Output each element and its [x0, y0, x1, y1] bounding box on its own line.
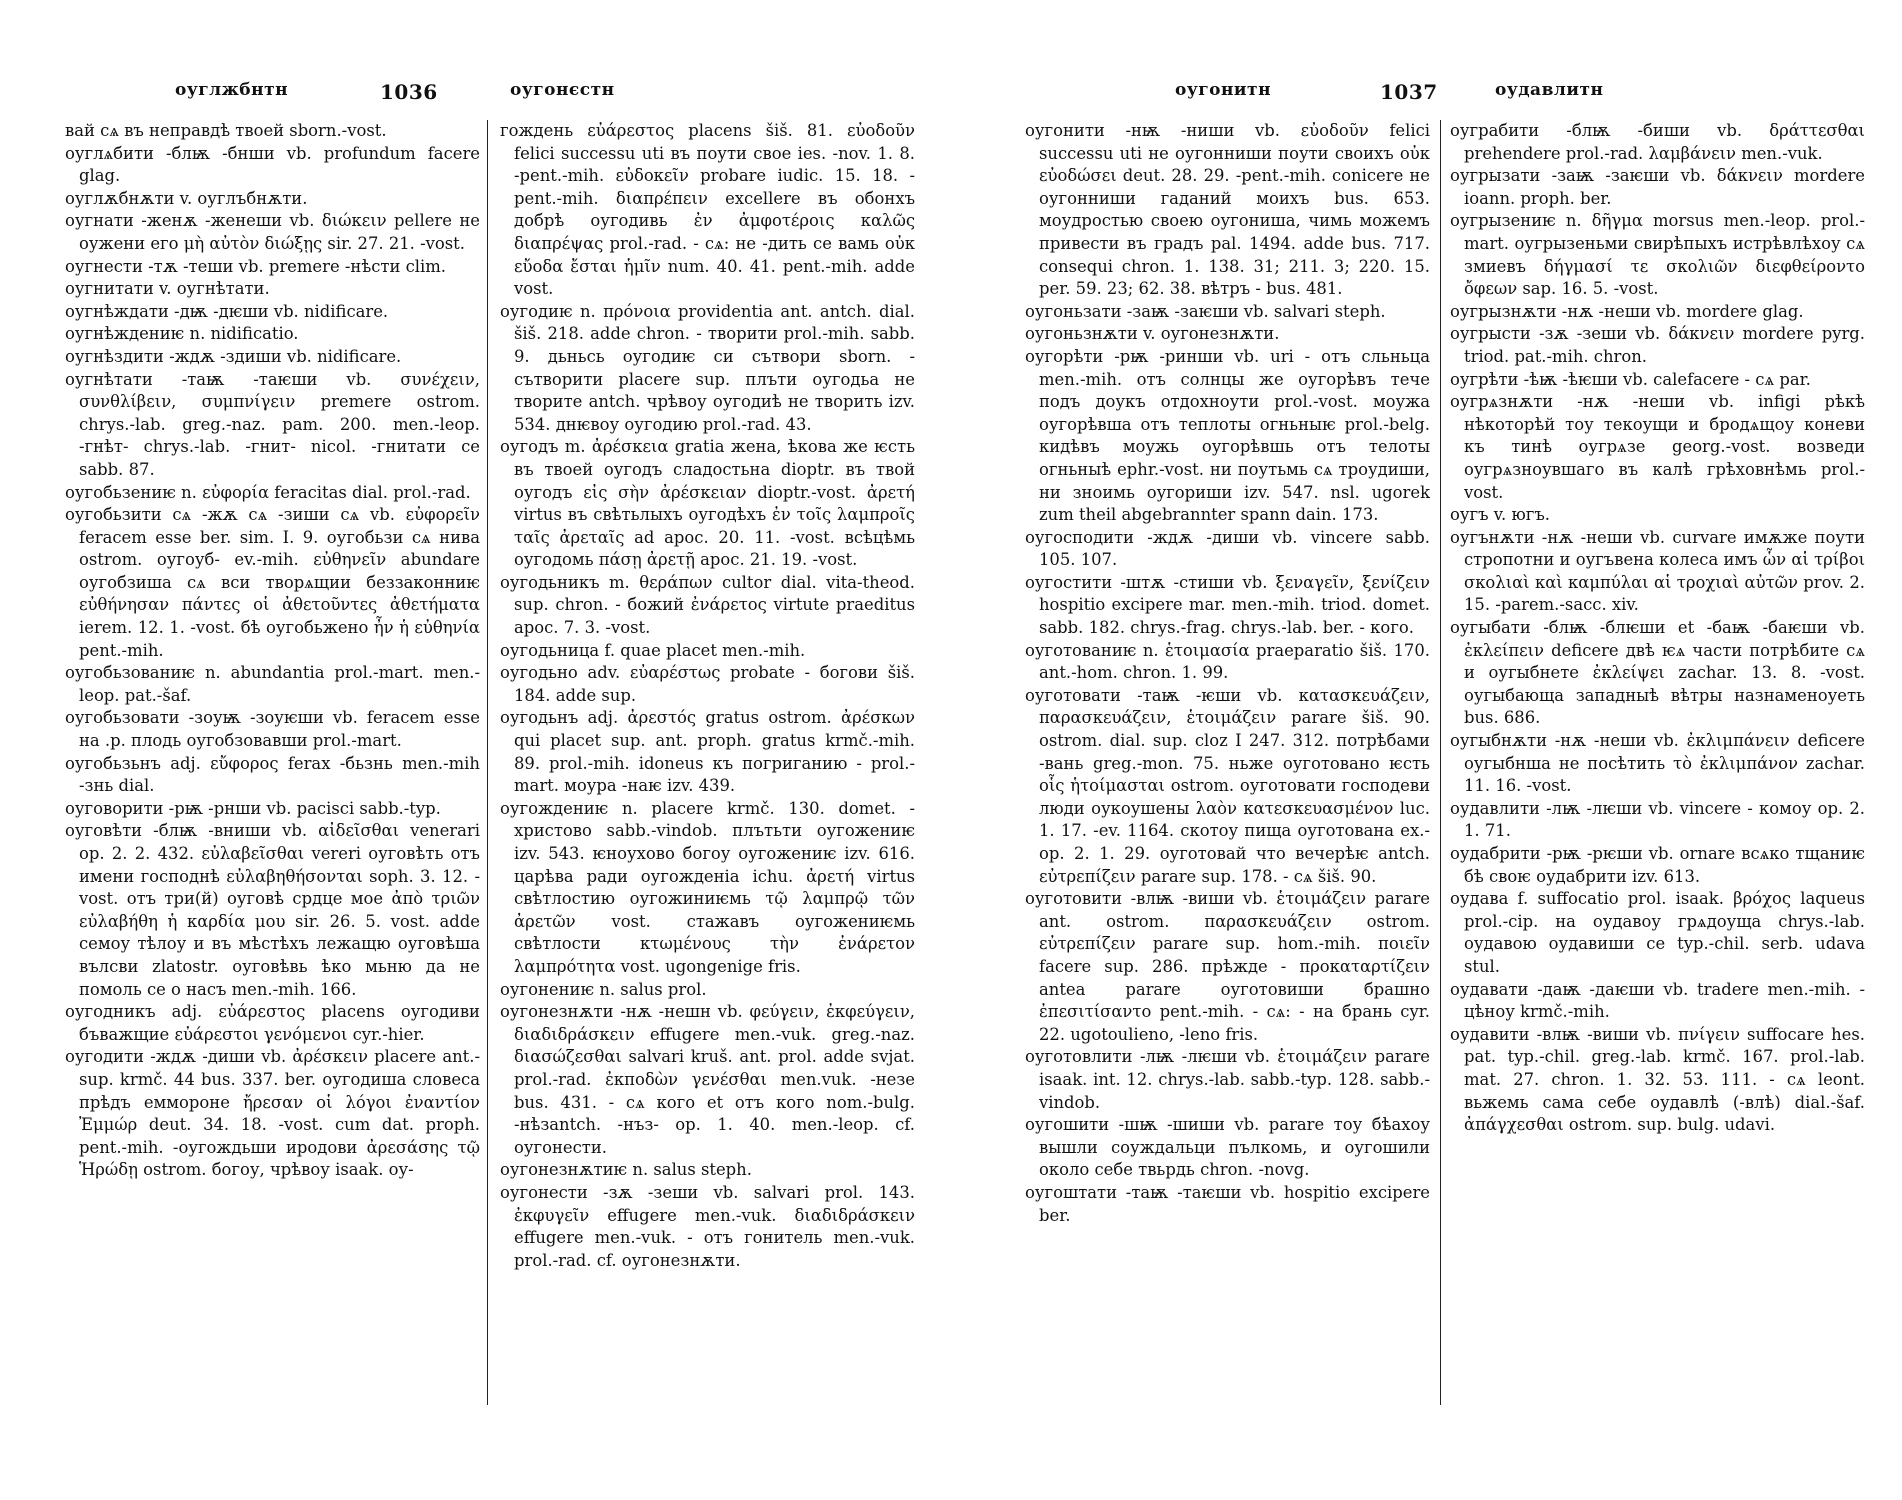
- column-left: [65, 120, 480, 1410]
- entry: оугосподити -ждѫ -диши vb. vincere sabb. 105. 107.: [1025, 527, 1430, 570]
- entry: оугонениѥ n. salus prol.: [500, 979, 707, 999]
- entry: оуготовати -таѭ -ѥши vb. κατασκευάζειν, παρασκευάζειν, ἑτοιμάζειν parare šiš. 90. ostrom. dial. sup. cloz I 247. 312. потрѣбами -вань greg.-mon. 75. ньже оуготовано ѥсть οἷς ἡτοίμασται ostrom. оуготовати господеви люди оукоушены λαὸν κατεσκευασμένον luc. 1. 17. -ev. 1164. скотоу пища оуготована ex.-op. 2. 1. 29. оуготовай что вечерѣѥ antch. εὐτρεπίζειν parare sup. 178. - сѧ šiš. 90.: [1025, 685, 1430, 886]
- entry: оугрызениѥ n. δῆγμα morsus men.-leop. prol.-mart. оугрызеньми свирѣпыхъ истрѣвлѣхоу сѧ змиевъ δήγμασί τε σκολιῶν διεφθείροντο ὄφεων sap. 16. 5. -vost.: [1450, 211, 1865, 299]
- entry: оугобьзованиѥ n. abundantia prol.-mart. men.-leop. pat.-šaf.: [65, 663, 480, 705]
- column-right: [1450, 120, 1865, 1410]
- header-left-catchword: оугонитн: [1175, 80, 1272, 100]
- entry: оугрызнѫти -нѫ -неши vb. mordere glag.: [1450, 301, 1804, 321]
- entry: оугошити -шѭ -шиши vb. parare тоу бѣахоу вышли соуждальци пълкомь, и оугошили около себе твьрдь chron. -novg.: [1025, 1115, 1430, 1180]
- entry: оугоштати -таѭ -таѥши vb. hospitio excipere ber.: [1025, 1182, 1430, 1225]
- entry: оугодъ m. ἀρέσκεια gratia жена, ѣкова же ѥсть въ твоей оугодъ сладостьна dioptr. въ твой оугодъ εἰς σὴν ἀρέσκειαν dioptr.-vost. ἀρετή virtus въ свѣтьлыхъ оугодѣхъ ἐν τοῖς λαμπροῖς ταῖς ἀρεταῖς ad apoc. 20. 11. -vost. всѣцѣмь оугодомь πάσῃ ἀρετῇ apoc. 21. 19. -vost.: [500, 437, 915, 570]
- column-divider: [487, 120, 488, 1405]
- entry: оуготовити -влѭ -виши vb. ἑτοιμάζειν parare ant. ostrom. παρασκευάζειν ostrom. εὐτρεπίζειν parare sup. hom.-mih. ποιεῖν facere sup. 286. прѣжде - προκαταρτίζειν antea parare оуготовиши брашно ἐπεσιτίσαντο pent.-mih. - сѧ: - на брань cyr. 22. ugotoulieno, -leno fris.: [1025, 889, 1430, 1044]
- entry: оуговорити -рѭ -рнши vb. pacisci sabb.-typ.: [65, 798, 441, 818]
- entry: оугодникъ adj. εὐάρεστος placens оугодиви бъважщие εὐάρεστοι γενόμενοι cyr.-hier.: [65, 1002, 480, 1044]
- entry: оугобьзениѥ n. εὐφορία feracitas dial. prol.-rad.: [65, 482, 471, 502]
- entry: оугрызати -заѭ -заѥши vb. δάκνειν mordere ioann. proph. ber.: [1450, 166, 1865, 208]
- entry: оудабрити -рѭ -рѥши vb. ornare всѧко тщаниѥ бѣ своѥ оудабрити izv. 613.: [1450, 844, 1865, 886]
- header-right-catchword: оудавлитн: [1495, 80, 1604, 100]
- header-right-catchword: оугонєстн: [510, 80, 615, 100]
- column-divider: [1440, 120, 1441, 1405]
- entry: оугобьзовати -зоуѭ -зоуѥши vb. feracem esse на .р. плодь оугобзовавши prol.-mart.: [65, 708, 480, 751]
- entry: оугнѣтати -таѭ -таѥши vb. συνέχειν, συνθλίβειν, συμπνίγειν premere ostrom. chrys.-lab. greg.-naz. pam. 200. men.-leop. -гнѣт- chrys.-lab. -гнит- nicol. -гнитати се sabb. 87.: [65, 369, 480, 479]
- entry: оуграбити -блѭ -биши vb. δράττεσθαι prehendere prol.-rad. λαμβάνειν men.-vuk.: [1450, 121, 1865, 163]
- page-number: 1037: [1380, 80, 1438, 104]
- entry: оугрѣти -ѣѭ -ѣѥши vb. calefacere - сѧ par.: [1450, 369, 1811, 389]
- entry: оугнести -тѫ -теши vb. premere -нѣсти clim.: [65, 256, 447, 276]
- entry: оугорѣти -рѭ -ринши vb. uri - отъ сльньца men.-mih. отъ солнцы же оугорѣвъ тече подъ доукъ отдохноути prol.-vost. моужа оугорѣвша отъ теплоты огньныѥ prol.-belg. кидѣвъ моужь оугорѣвшь отъ телоты огньныѣ ephr.-vost. ни поутьмь сѧ троудиши, ни зноимь оугориши izv. 547. nsl. ugorek zum theil abgebrannter spann dain. 173.: [1025, 346, 1430, 525]
- entry: оугъ v. югъ.: [1450, 505, 1550, 525]
- entry: оугыбати -блѭ -блѥши et -баѭ -баѥши vb. ἐκλείπειν deficere двѣ ѥѧ части потрѣбите сѧ и оугыбнете ἐκλείψει zachar. 13. 8. -vost. оугыбающа западныѣ вѣтры назнаменоуеть bus. 686.: [1450, 618, 1865, 728]
- entry: оугнѣздити -ждѫ -здиши vb. nidificare.: [65, 346, 402, 366]
- entry: оугодити -ждѫ -диши vb. ἀρέσκειν placere ant.-sup. krmč. 44 bus. 337. ber. оугодиша словеса прѣдъ еммороне ἤρεσαν οἱ λόγοι ἐναντίον Ἐμμώρ deut. 34. 18. -vost. cum dat. proph. pent.-mih. -оугождьши иродови ἀρεσάσης τῷ Ἡρώδῃ ostrom. богоу, чрѣвоу isaak. оу-: [65, 1047, 480, 1180]
- entry: гождень εὐάρεστος placens šiš. 81. εὐοδοῦν felici successu uti въ поути свое ies. -nov. 1. 8. -pent.-mih. εὐδοκεῖν probare iudic. 15. 18. -pent.-mih. διαπρέπειν excellere въ обонхъ добрѣ оугодивь ἐν ἀμφοτέροις καλῶς διαπρέψας prol.-rad. - сѧ: не -дить се вамь οὐκ εὔοδα ἔσται ἡμῖν num. 40. 41. pent.-mih. adde vost.: [500, 121, 915, 299]
- entry: оуговѣти -блѭ -вниши vb. αἰδεῖσθαι venerari op. 2. 2. 432. εὐλαβεῖσθαι vereri оуговѣть отъ имени господнѣ εὐλαβηθήσονται soph. 3. 12. -vost. отъ три(й) оуговѣ срдце мое ἀπὸ τριῶν εὐλαβήθη ἡ καρδία μου sir. 26. 5. vost. adde семоу тѣлоу и въ мѣстѣхъ лежащю оуговѣша вълсви zlatostr. оуговѣвь ѣко мьню да не помоль се о насъ men.-mih. 166.: [65, 821, 480, 999]
- entry: оудавати -даѭ -даѥши vb. tradere men.-mih. - цѣноу krmč.-mih.: [1450, 979, 1865, 1022]
- entry: оугонити -нѭ -ниши vb. εὐοδοῦν felici successu uti не оугонниши поути своихъ οὐκ εὐοδώσει deut. 28. 29. -pent.-mih. conicere не оугонниши гаданий моихъ bus. 653. моудростью своею оугониша, чимь можемъ привести въ градъ pal. 1494. adde bus. 717. consequi chron. 1. 138. 31; 211. 3; 220. 15. per. 59. 23; 62. 38. вѣтръ - bus. 481.: [1025, 121, 1430, 299]
- entry: оугонести -зѫ -зеши vb. salvari prol. 143. ἐκφυγεῖν effugere men.-vuk. διαδιδράσκειν effugere men.-vuk. - отъ гонитель men.-vuk. prol.-rad. cf. оугонезнѫти.: [500, 1182, 915, 1270]
- entry: оугонезнѫтиѥ n. salus steph.: [500, 1160, 752, 1180]
- entry: оудава f. suffocatio prol. isaak. βρόχος laqueus prol.-cip. на оудавоу грѧдоуща chrys.-lab. оудавою оудавиши се typ.-chil. serb. udava stul.: [1450, 889, 1865, 976]
- entry: оудавлити -лѭ -лѥши vb. vincere - комоу op. 2. 1. 71.: [1450, 798, 1865, 841]
- entry: оугнѣждати -дѭ -дѥши vb. nidificare.: [65, 301, 389, 321]
- page-header: [1025, 80, 1865, 120]
- entry: оугнѣждениѥ n. nidificatio.: [65, 324, 299, 344]
- entry: оугодьнъ adj. ἀρεστός gratus ostrom. ἀρέσκων qui placet sup. ant. proph. gratus krmč.-mih. 89. prol.-mih. idoneus къ погриганию - prol.-mart. моура -наѥ izv. 439.: [500, 708, 915, 796]
- entry: оуглѧбити -блѭ -бнши vb. profundum facere glag.: [65, 143, 480, 186]
- entry: оугнитати v. оугнѣтати.: [65, 279, 270, 299]
- entry: оугоньзнѫти v. оугонезнѫти.: [1025, 324, 1280, 344]
- header-left-catchword: оугл⁠жбнтн: [175, 80, 289, 100]
- entry: оугобьзьнъ adj. εὔφορος ferax -бьзнь men.-mih -знь dial.: [65, 753, 480, 796]
- entry: оугостити -штѫ -стиши vb. ξεναγεῖν, ξενίζειν hospitio excipere mar. men.-mih. triod. domet. sabb. 182. chrys.-frag. chrys.-lab. ber. - кого.: [1025, 572, 1430, 638]
- entry: оуглѫбнѫти v. оуглъбнѫти.: [65, 188, 308, 208]
- left-page: [55, 0, 915, 1500]
- entry: оуготовлити -лѭ -лѥши vb. ἑτοιμάζειν parare isaak. int. 12. chrys.-lab. sabb.-typ. 128. sabb.-vindob.: [1025, 1047, 1430, 1112]
- entry: оугодьница f. quae placet men.-mih.: [500, 640, 806, 660]
- entry: оугодьно adv. εὐαρέστως probate - богови šiš. 184. adde sup.: [500, 663, 915, 705]
- entry: оугонезнѫти -нѫ -нешн vb. φεύγειν, ἐκφεύγειν, διαδιδράσκειν effugere men.-vuk. greg.-naz. διασώζεσθαι salvari kruš. ant. prol. adde svjat. prol.-rad. ἐκποδὼν γενέσθαι men.vuk. -незе bus. 431. - сѧ кого et отъ кого nom.-bulg. -нѣзantch. -нъз- op. 1. 40. men.-leop. cf. оугонести.: [500, 1002, 915, 1157]
- entry: вай сѧ въ неправдѣ твоей sborn.-vost.: [65, 121, 387, 140]
- entry: оугнати -женѫ -женеши vb. διώκειν pellere не оужени его μὴ αὐτὸν διώξῃς sir. 27. 21. -vost.: [65, 211, 480, 253]
- entry: оугождениѥ n. placere krmč. 130. domet. - христово sabb.-vindob. плътьти оугожениѥ izv. 543. ѥноухово богоу оугожениѥ izv. 616. царѣва ради оугожденіа ichu. ἀρετή virtus свѣтлостию оугожиниѥмь τῷ λαμπρῷ τῶν ἀρετῶν vost. стажавъ оугожениѥмь свѣтлости κτωμένους τὴν ἐνάρετον λαμπρότητα vost. ugongenige fris.: [500, 798, 915, 976]
- entry: оугоньзати -заѭ -заѥши vb. salvari steph.: [1025, 301, 1386, 321]
- entry: оугодьникъ m. θεράπων cultor dial. vita-theod. sup. chron. - божий ἐνάρετος virtute praeditus apoc. 7. 3. -vost.: [500, 572, 915, 638]
- entry: оугънѫти -нѫ -неши vb. curvare имѫже поути стропотни и оугъвена колеса имъ ὧν αἱ τρίβοι σκολιαὶ καὶ καμπύλαι αἱ τροχιαὶ αὐτῶν prov. 2. 15. -parem.-sacc. xiv.: [1450, 527, 1865, 615]
- entry: оугобьзити сѧ -жѫ сѧ -зиши сѧ vb. εὐφορεῖν feracem esse ber. sim. I. 9. оугобьзи сѧ нива ostrom. оугоуб- ev.-mih. εὐθηνεῖν abundare оугобзиша сѧ вси творѧщии беззаконниѥ εὐθήνησαν πάντες οἱ ἀθετοῦντες ἀθετήματα ierem. 12. 1. -vost. бѣ оугобьжено ἦν ἡ εὐθηνία pent.-mih.: [65, 505, 480, 660]
- entry: оугодиѥ n. πρόνοια providentia ant. antch. dial. šiš. 218. adde chron. - творити prol.-mih. sabb. 9. дьньсь оугодиѥ си сътвори sborn. - сътворити placere sup. плъти оугодьа не творите antch. чрѣвоу оугодиѣ не творить izv. 534. днѥвоу оугодию prol.-rad. 43.: [500, 301, 915, 434]
- entry: оуготованиѥ n. ἑτοιμασία praeparatio šiš. 170. ant.-hom. chron. 1. 99.: [1025, 640, 1430, 683]
- column-right: [500, 120, 915, 1410]
- page-header: [55, 80, 915, 120]
- entry: оудавити -влѭ -виши vb. πνίγειν suffocare hes. pat. typ.-chil. greg.-lab. krmč. 167. prol.-lab. mat. 27. chron. 1. 32. 53. 111. - сѧ leont. вьжемь сама себе оудавлѣ (-влѣ) dial.-šaf. ἀπάγχεσθαι ostrom. sup. bulg. udavi.: [1450, 1024, 1865, 1135]
- column-left: [1025, 120, 1430, 1410]
- entry: оугрысти -зѫ -зеши vb. δάκνειν mordere pyrg. triod. pat.-mih. chron.: [1450, 324, 1865, 366]
- page-number: 1036: [380, 80, 438, 104]
- entry: оугрѧзнѫти -нѫ -неши vb. infigi рѣкѣ нѣкоторѣй тоу текоущи и бродѧщоу коневи къ тинѣ оугрѧзе georg.-vost. возведи оугрѧзноувшаго въ калѣ грѣховнѣмь prol.-vost.: [1450, 392, 1865, 502]
- right-page: [1025, 0, 1865, 1500]
- entry: оугыбнѫти -нѫ -неши vb. ἐκλιμπάνειν deficere оугыбнша не посѣтить τὸ ἐκλιμπάνον zachar. 11. 16. -vost.: [1450, 731, 1865, 796]
